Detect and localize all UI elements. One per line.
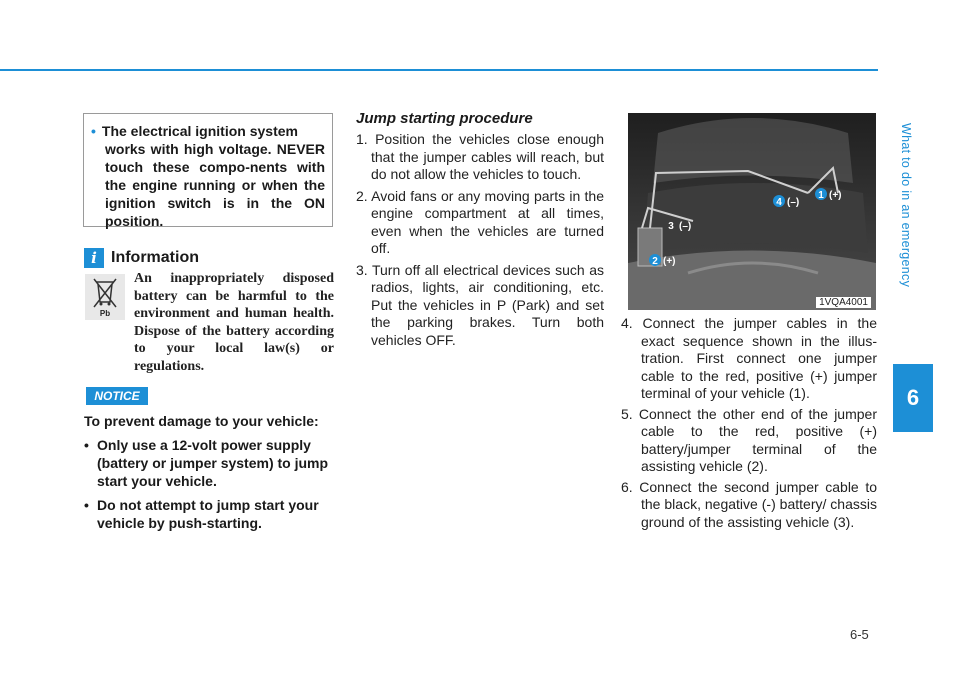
notice-badge: NOTICE xyxy=(86,387,148,405)
svg-text:4: 4 xyxy=(776,197,782,208)
chapter-number-tab: 6 xyxy=(893,364,933,432)
svg-text:(–): (–) xyxy=(679,221,692,232)
procedure-step: 5. Connect the other end of the jumper cable to the red, positive (+) battery/jumper terminal of the assisting vehicle (2). xyxy=(621,405,877,474)
procedure-step: 2. Avoid fans or any moving parts in the engine compartment at all times, even when the vehicles are turned off. xyxy=(356,187,604,256)
information-heading xyxy=(84,247,199,269)
information-text: An inappropriately disposed battery can be harmful to the environment and human health. Dispose of the battery according to your local law(s) or regulations. xyxy=(134,271,334,374)
notice-lead: To prevent damage to your vehicle: xyxy=(84,413,319,429)
procedure-step: 4. Connect the jumper cables in the exact sequence shown in the illus-tration. First connect one jumper cable to the red, positive (+) jumper terminal of your vehicle (1). xyxy=(621,315,877,401)
procedure-column-right xyxy=(621,315,877,534)
warning-text: works with high voltage. NEVER touch these compo-nents with the engine running or when the ignition switch is in the ON position. xyxy=(105,141,325,229)
procedure-step: 6. Connect the second jumper cable to the black, negative (-) battery/ chassis ground of the assisting vehicle (3). xyxy=(621,478,877,530)
warning-box xyxy=(83,113,333,227)
notice-body xyxy=(84,412,334,532)
svg-text:(–): (–) xyxy=(787,197,800,208)
section-title: Jump starting procedure xyxy=(356,110,533,127)
warning-bullet: • xyxy=(91,123,96,139)
jump-start-illustration xyxy=(628,113,876,310)
list-item: • Do not attempt to jump start your vehicle by push-starting. xyxy=(84,497,319,531)
page-number: 6-5 xyxy=(850,627,869,642)
procedure-column xyxy=(356,110,604,353)
header-rule xyxy=(0,69,878,71)
procedure-step: 1. Position the vehicles close enough that the jumper cables will reach, but do not allow the vehicles to touch. xyxy=(356,131,604,182)
svg-text:(+): (+) xyxy=(663,256,676,267)
svg-text:Pb: Pb xyxy=(99,309,111,318)
svg-text:2: 2 xyxy=(652,256,658,267)
svg-text:(+): (+) xyxy=(829,190,842,201)
crossed-bin-icon xyxy=(85,274,125,320)
illustration-code: 1VQA4001 xyxy=(816,297,871,308)
information-title: Information xyxy=(111,249,199,266)
warning-first-line: The electrical ignition system xyxy=(101,123,298,139)
list-item: • Only use a 12-volt power supply (battery or jumper system) to jump start your vehicle. xyxy=(84,437,329,489)
svg-text:3: 3 xyxy=(668,221,674,232)
svg-text:1: 1 xyxy=(818,190,824,201)
info-icon: i xyxy=(84,248,104,268)
procedure-step: 3. Turn off all electrical devices such as radios, lights, air conditioning, etc. Put the vehicles in P (Park) and set the parking brakes. Turn both vehicles OFF. xyxy=(356,261,604,348)
chapter-side-title: What to do in an emergency xyxy=(899,122,913,288)
